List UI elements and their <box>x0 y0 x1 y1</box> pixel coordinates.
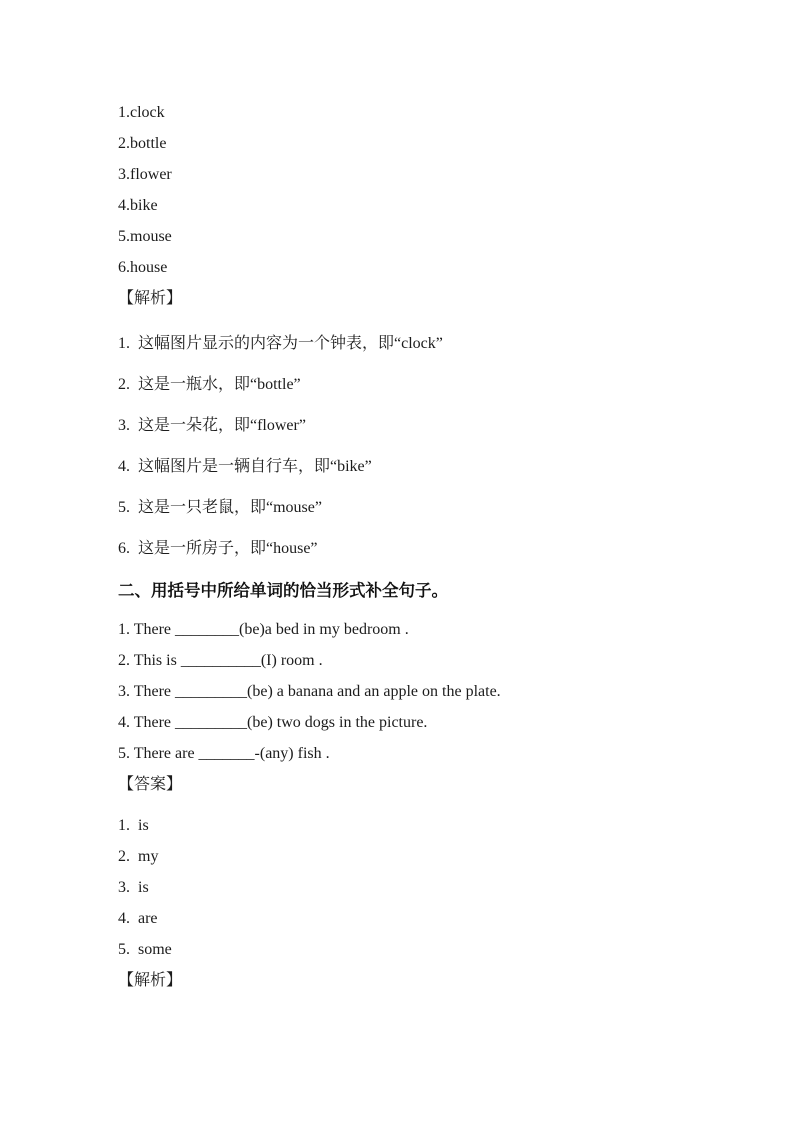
answer-item: 2. my <box>118 848 159 865</box>
word-list-item: 2.bottle <box>118 135 167 152</box>
analysis-item: 2. 这是一瓶水，即“bottle” <box>118 376 301 393</box>
answer-item: 3. is <box>118 879 149 896</box>
analysis-item: 5. 这是一只老鼠，即“mouse” <box>118 499 322 516</box>
fill-blank-sentence: 3. There _________(be) a banana and an apple on the plate. <box>118 683 501 700</box>
word-list-item: 6.house <box>118 259 168 276</box>
word-list-item: 5.mouse <box>118 228 172 245</box>
section-two-heading: 二、用括号中所给单词的恰当形式补全句子。 <box>118 582 448 600</box>
answer-list <box>118 816 695 960</box>
analysis-item: 1. 这幅图片显示的内容为一个钟表，即“clock” <box>118 335 443 352</box>
word-list-item: 1.clock <box>118 104 165 121</box>
fill-blank-sentence: 2. This is __________(I) room . <box>118 652 323 669</box>
analysis-item: 3. 这是一朵花，即“flower” <box>118 417 306 434</box>
fill-blank-sentence: 4. There _________(be) two dogs in the picture. <box>118 714 428 731</box>
word-list-item: 3.flower <box>118 166 172 183</box>
analysis-list <box>118 334 695 559</box>
analysis-item: 6. 这是一所房子，即“house” <box>118 540 318 557</box>
analysis-label-2: 【解析】 <box>118 972 183 989</box>
answer-item: 4. are <box>118 910 158 927</box>
analysis-item: 4. 这幅图片是一辆自行车，即“bike” <box>118 458 372 475</box>
answer-label: 【答案】 <box>118 776 183 793</box>
fill-blank-sentence: 1. There ________(be)a bed in my bedroom . <box>118 621 409 638</box>
answer-item: 1. is <box>118 817 149 834</box>
word-list-item: 4.bike <box>118 197 158 214</box>
answer-item: 5. some <box>118 941 172 958</box>
sentence-list <box>118 620 695 764</box>
fill-blank-sentence: 5. There are _______-(any) fish . <box>118 745 330 762</box>
word-list <box>118 103 695 278</box>
analysis-label: 【解析】 <box>118 290 183 307</box>
